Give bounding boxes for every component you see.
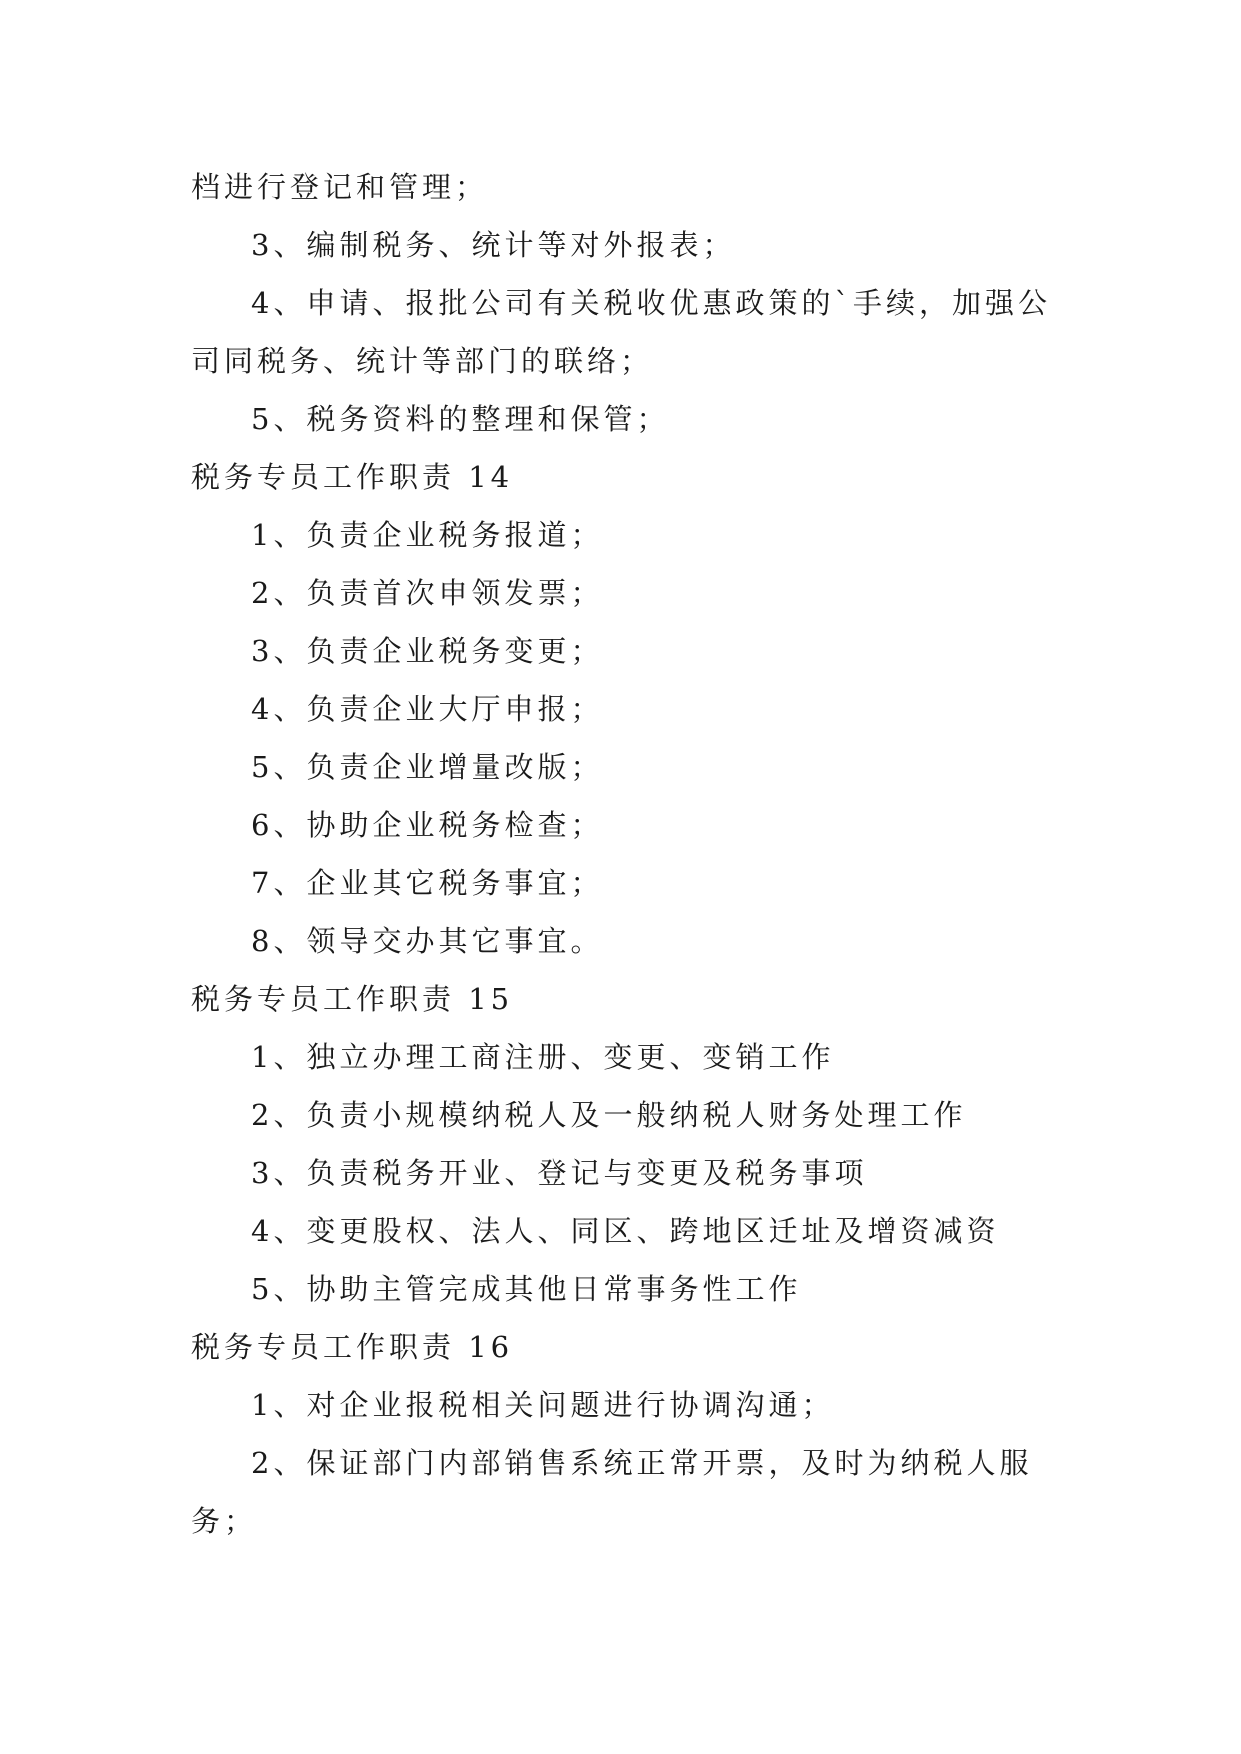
list-item: 2、负责首次申领发票； [251,576,604,610]
list-item: 2、负责小规模纳税人及一般纳税人财务处理工作 [251,1098,967,1132]
section-heading: 税务专员工作职责 15 [191,982,514,1016]
text-line: 务； [191,1504,258,1538]
list-item: 2、保证部门内部销售系统正常开票，及时为纳税人服 [251,1446,1033,1480]
list-item: 5、协助主管完成其他日常事务性工作 [251,1272,802,1306]
text-line: 司同税务、统计等部门的联络； [191,344,654,378]
list-item: 5、税务资料的整理和保管； [251,402,670,436]
list-item: 8、领导交办其它事宜。 [251,924,604,958]
list-item: 3、负责企业税务变更； [251,634,604,668]
list-item: 7、企业其它税务事宜； [251,866,604,900]
section-heading: 税务专员工作职责 14 [191,460,514,494]
list-item: 3、负责税务开业、登记与变更及税务事项 [251,1156,868,1190]
list-item: 3、编制税务、统计等对外报表； [251,228,736,262]
document-body [191,158,1071,1550]
list-item: 4、变更股权、法人、同区、跨地区迁址及增资减资 [251,1214,1000,1248]
text-line: 档进行登记和管理； [191,170,489,204]
section-heading: 税务专员工作职责 16 [191,1330,514,1364]
list-item: 6、协助企业税务检查； [251,808,604,842]
list-item: 5、负责企业增量改版； [251,750,604,784]
list-item: 1、负责企业税务报道； [251,518,604,552]
list-item: 4、负责企业大厅申报； [251,692,604,726]
list-item: 1、对企业报税相关问题进行协调沟通； [251,1388,835,1422]
list-item: 4、申请、报批公司有关税收优惠政策的`手续，加强公 [251,286,1051,320]
list-item: 1、独立办理工商注册、变更、变销工作 [251,1040,835,1074]
